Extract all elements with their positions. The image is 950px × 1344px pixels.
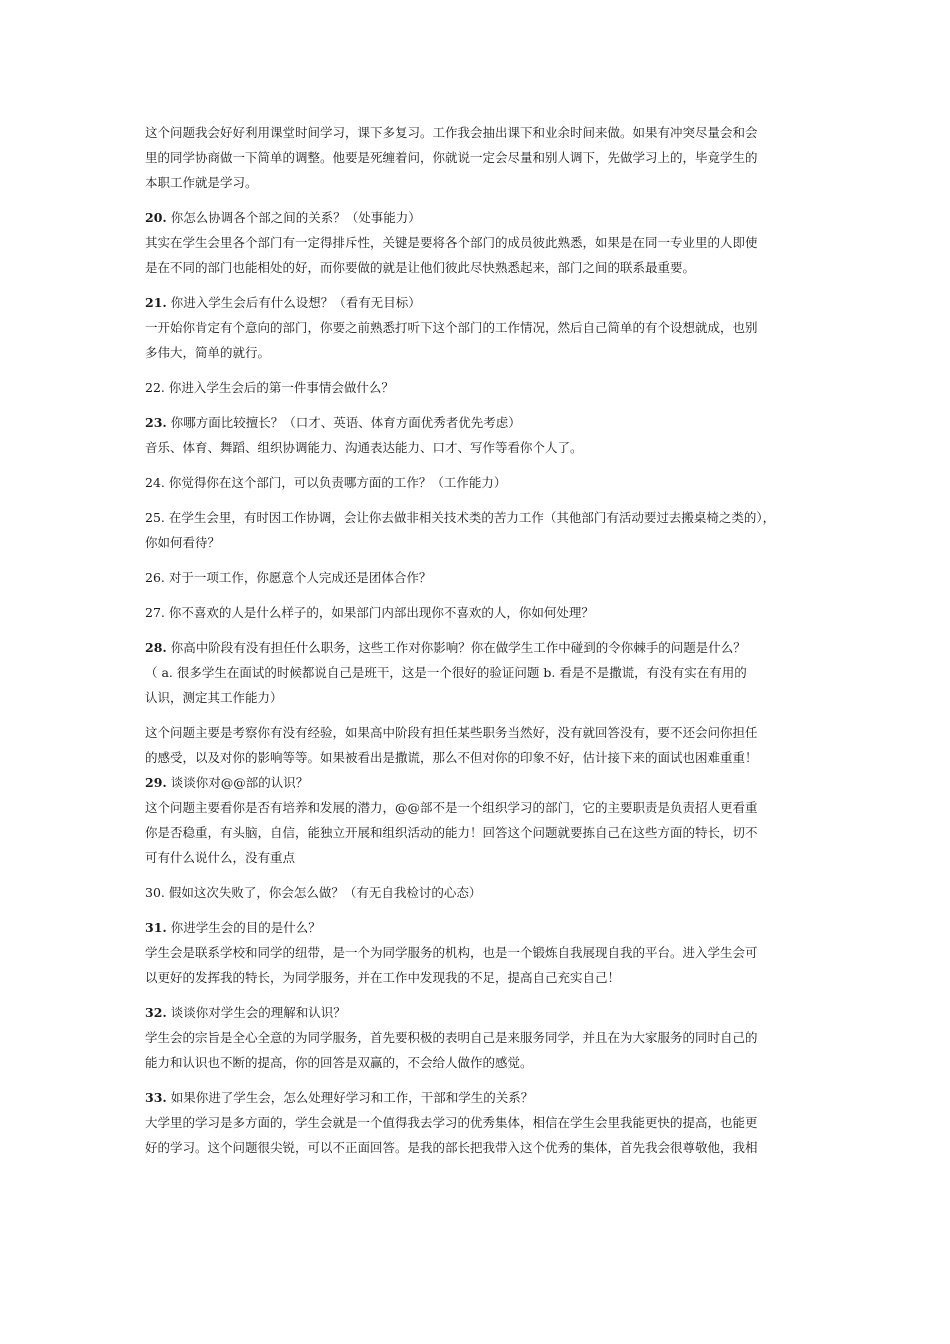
question-text: 你进入学生会后的第一件事情会做什么？ — [168, 380, 394, 395]
answer-line: 本职工作就是学习。 — [145, 175, 258, 190]
answer-line: 这个问题我会好好利用课堂时间学习，课下多复习。工作我会抽出课下和业余时间来做。如果有冲突尽量会和会 — [145, 125, 758, 140]
question-text: 在学生会里，有时因工作协调，会让你去做非相关技术类的苦力工作（其他部门有活动要过去搬桌椅之类的）， — [168, 510, 776, 525]
answer-line: 学生会的宗旨是全心全意的为同学服务，首先要积极的表明自己是来服务同学，并且在为大家服务的同时自己的 — [145, 1030, 758, 1045]
answer-line: 可有什么说什么，没有重点 — [145, 850, 296, 865]
question-number: 29. — [145, 775, 167, 790]
question-number: 27. — [145, 605, 165, 620]
qa-item — [145, 600, 810, 625]
question-text: 你进学生会的目的是什么？ — [170, 920, 321, 935]
question-number: 26. — [145, 570, 165, 585]
question-line — [145, 375, 810, 400]
question-line — [145, 880, 810, 905]
question-line — [145, 770, 810, 795]
question-text: 假如这次失败了，你会怎么做？（有无自我检讨的心态） — [168, 885, 482, 900]
qa-item — [145, 880, 810, 905]
question-line — [145, 915, 810, 940]
question-number: 23. — [145, 415, 167, 430]
answer-line: 是在不同的部门也能相处的好，而你要做的就是让他们彼此尽快熟悉起来，部门之间的联系最重要。 — [145, 260, 696, 275]
question-number: 21. — [145, 295, 167, 310]
answer-line: （ a. 很多学生在面试的时候都说自己是班干，这是一个很好的验证问题 b. 看是不是撒谎，有没有实在有用的 — [145, 665, 747, 680]
question-number: 20. — [145, 210, 167, 225]
question-text: 你不喜欢的人是什么样子的，如果部门内部出现你不喜欢的人，你如何处理？ — [168, 605, 594, 620]
question-line — [145, 410, 810, 435]
question-line — [145, 470, 810, 495]
answer-line: 里的同学协商做一下简单的调整。他要是死缠着问，你就说一定会尽量和别人调下，先做学习上的，毕竟学生的 — [145, 150, 758, 165]
answer-line: 以更好的发挥我的特长，为同学服务，并在工作中发现我的不足，提高自己充实自己！ — [145, 970, 621, 985]
question-line — [145, 205, 810, 230]
qa-item — [145, 1085, 810, 1160]
answer-line: 这个问题主要是考察你有没有经验，如果高中阶段有担任某些职务当然好，没有就回答没有，要不还会问你担任 — [145, 725, 758, 740]
question-text: 你哪方面比较擅长？（口才、英语、体育方面优秀者优先考虑） — [170, 415, 521, 430]
answer-line: 其实在学生会里各个部门有一定得排斥性，关键是要将各个部门的成员彼此熟悉，如果是在同一专业里的人即使 — [145, 235, 758, 250]
answer-line: 这个问题主要看你是否有培养和发展的潜力，@@部不是一个组织学习的部门，它的主要职责是负责招人更看重 — [145, 800, 758, 815]
qa-item — [145, 205, 810, 280]
question-number: 25. — [145, 510, 165, 525]
answer-line: 你如何看待？ — [145, 535, 221, 550]
question-line — [145, 635, 810, 660]
answer-line: 学生会是联系学校和同学的纽带，是一个为同学服务的机构，也是一个锻炼自我展现自我的平台。进入学生会可 — [145, 945, 758, 960]
text-paragraph — [145, 120, 810, 195]
answer-line: 认识，测定其工作能力） — [145, 690, 283, 705]
question-number: 22. — [145, 380, 165, 395]
answer-line: 大学里的学习是多方面的，学生会就是一个值得我去学习的优秀集体，相信在学生会里我能更快的提高，也能更 — [145, 1115, 758, 1130]
qa-item — [145, 1000, 810, 1075]
answer-line: 多伟大，简单的就行。 — [145, 345, 271, 360]
qa-item — [145, 770, 810, 870]
question-text: 谈谈你对学生会的理解和认识？ — [170, 1005, 346, 1020]
answer-line: 能力和认识也不断的提高，你的回答是双赢的，不会给人做作的感觉。 — [145, 1055, 533, 1070]
document-body — [145, 120, 810, 1170]
qa-item — [145, 410, 810, 460]
qa-item — [145, 290, 810, 365]
question-text: 你觉得你在这个部门，可以负责哪方面的工作？（工作能力） — [168, 475, 507, 490]
qa-item — [145, 375, 810, 400]
answer-line: 你是否稳重，有头脑，自信，能独立开展和组织活动的能力！回答这个问题就要拣自己在这些方面的特长，切不 — [145, 825, 758, 840]
question-line — [145, 505, 810, 530]
question-text: 如果你进了学生会，怎么处理好学习和工作，干部和学生的关系？ — [170, 1090, 534, 1105]
question-line — [145, 1085, 810, 1110]
question-line — [145, 600, 810, 625]
question-number: 32. — [145, 1005, 167, 1020]
question-number: 24. — [145, 475, 165, 490]
question-text: 你高中阶段有没有担任什么职务，这些工作对你影响？你在做学生工作中碰到的令你棘手的问题是什么？ — [170, 640, 746, 655]
question-number: 28. — [145, 640, 167, 655]
question-text: 谈谈你对@@部的认识？ — [170, 775, 309, 790]
question-line — [145, 290, 810, 315]
answer-line: 的感受，以及对你的影响等等。如果被看出是撒谎，那么不但对你的印象不好，估计接下来的面试也困难重重！ — [145, 750, 758, 765]
qa-item — [145, 470, 810, 495]
qa-item — [145, 505, 810, 555]
qa-item — [145, 635, 810, 710]
question-line — [145, 565, 810, 590]
question-text: 你进入学生会后有什么设想？（看有无目标） — [170, 295, 421, 310]
question-text: 对于一项工作，你愿意个人完成还是团体合作？ — [168, 570, 432, 585]
answer-line: 音乐、体育、舞蹈、组织协调能力、沟通表达能力、口才、写作等看你个人了。 — [145, 440, 583, 455]
question-number: 31. — [145, 920, 167, 935]
question-line — [145, 1000, 810, 1025]
question-text: 你怎么协调各个部之间的关系？（处事能力） — [170, 210, 421, 225]
qa-item — [145, 565, 810, 590]
question-number: 30. — [145, 885, 165, 900]
answer-line: 好的学习。这个问题很尖锐，可以不正面回答。是我的部长把我带入这个优秀的集体，首先我会很尊敬他，我相 — [145, 1140, 758, 1155]
text-paragraph — [145, 720, 810, 770]
qa-item — [145, 915, 810, 990]
answer-line: 一开始你肯定有个意向的部门，你要之前熟悉打听下这个部门的工作情况，然后自己简单的有个设想就成，也别 — [145, 320, 758, 335]
question-number: 33. — [145, 1090, 167, 1105]
